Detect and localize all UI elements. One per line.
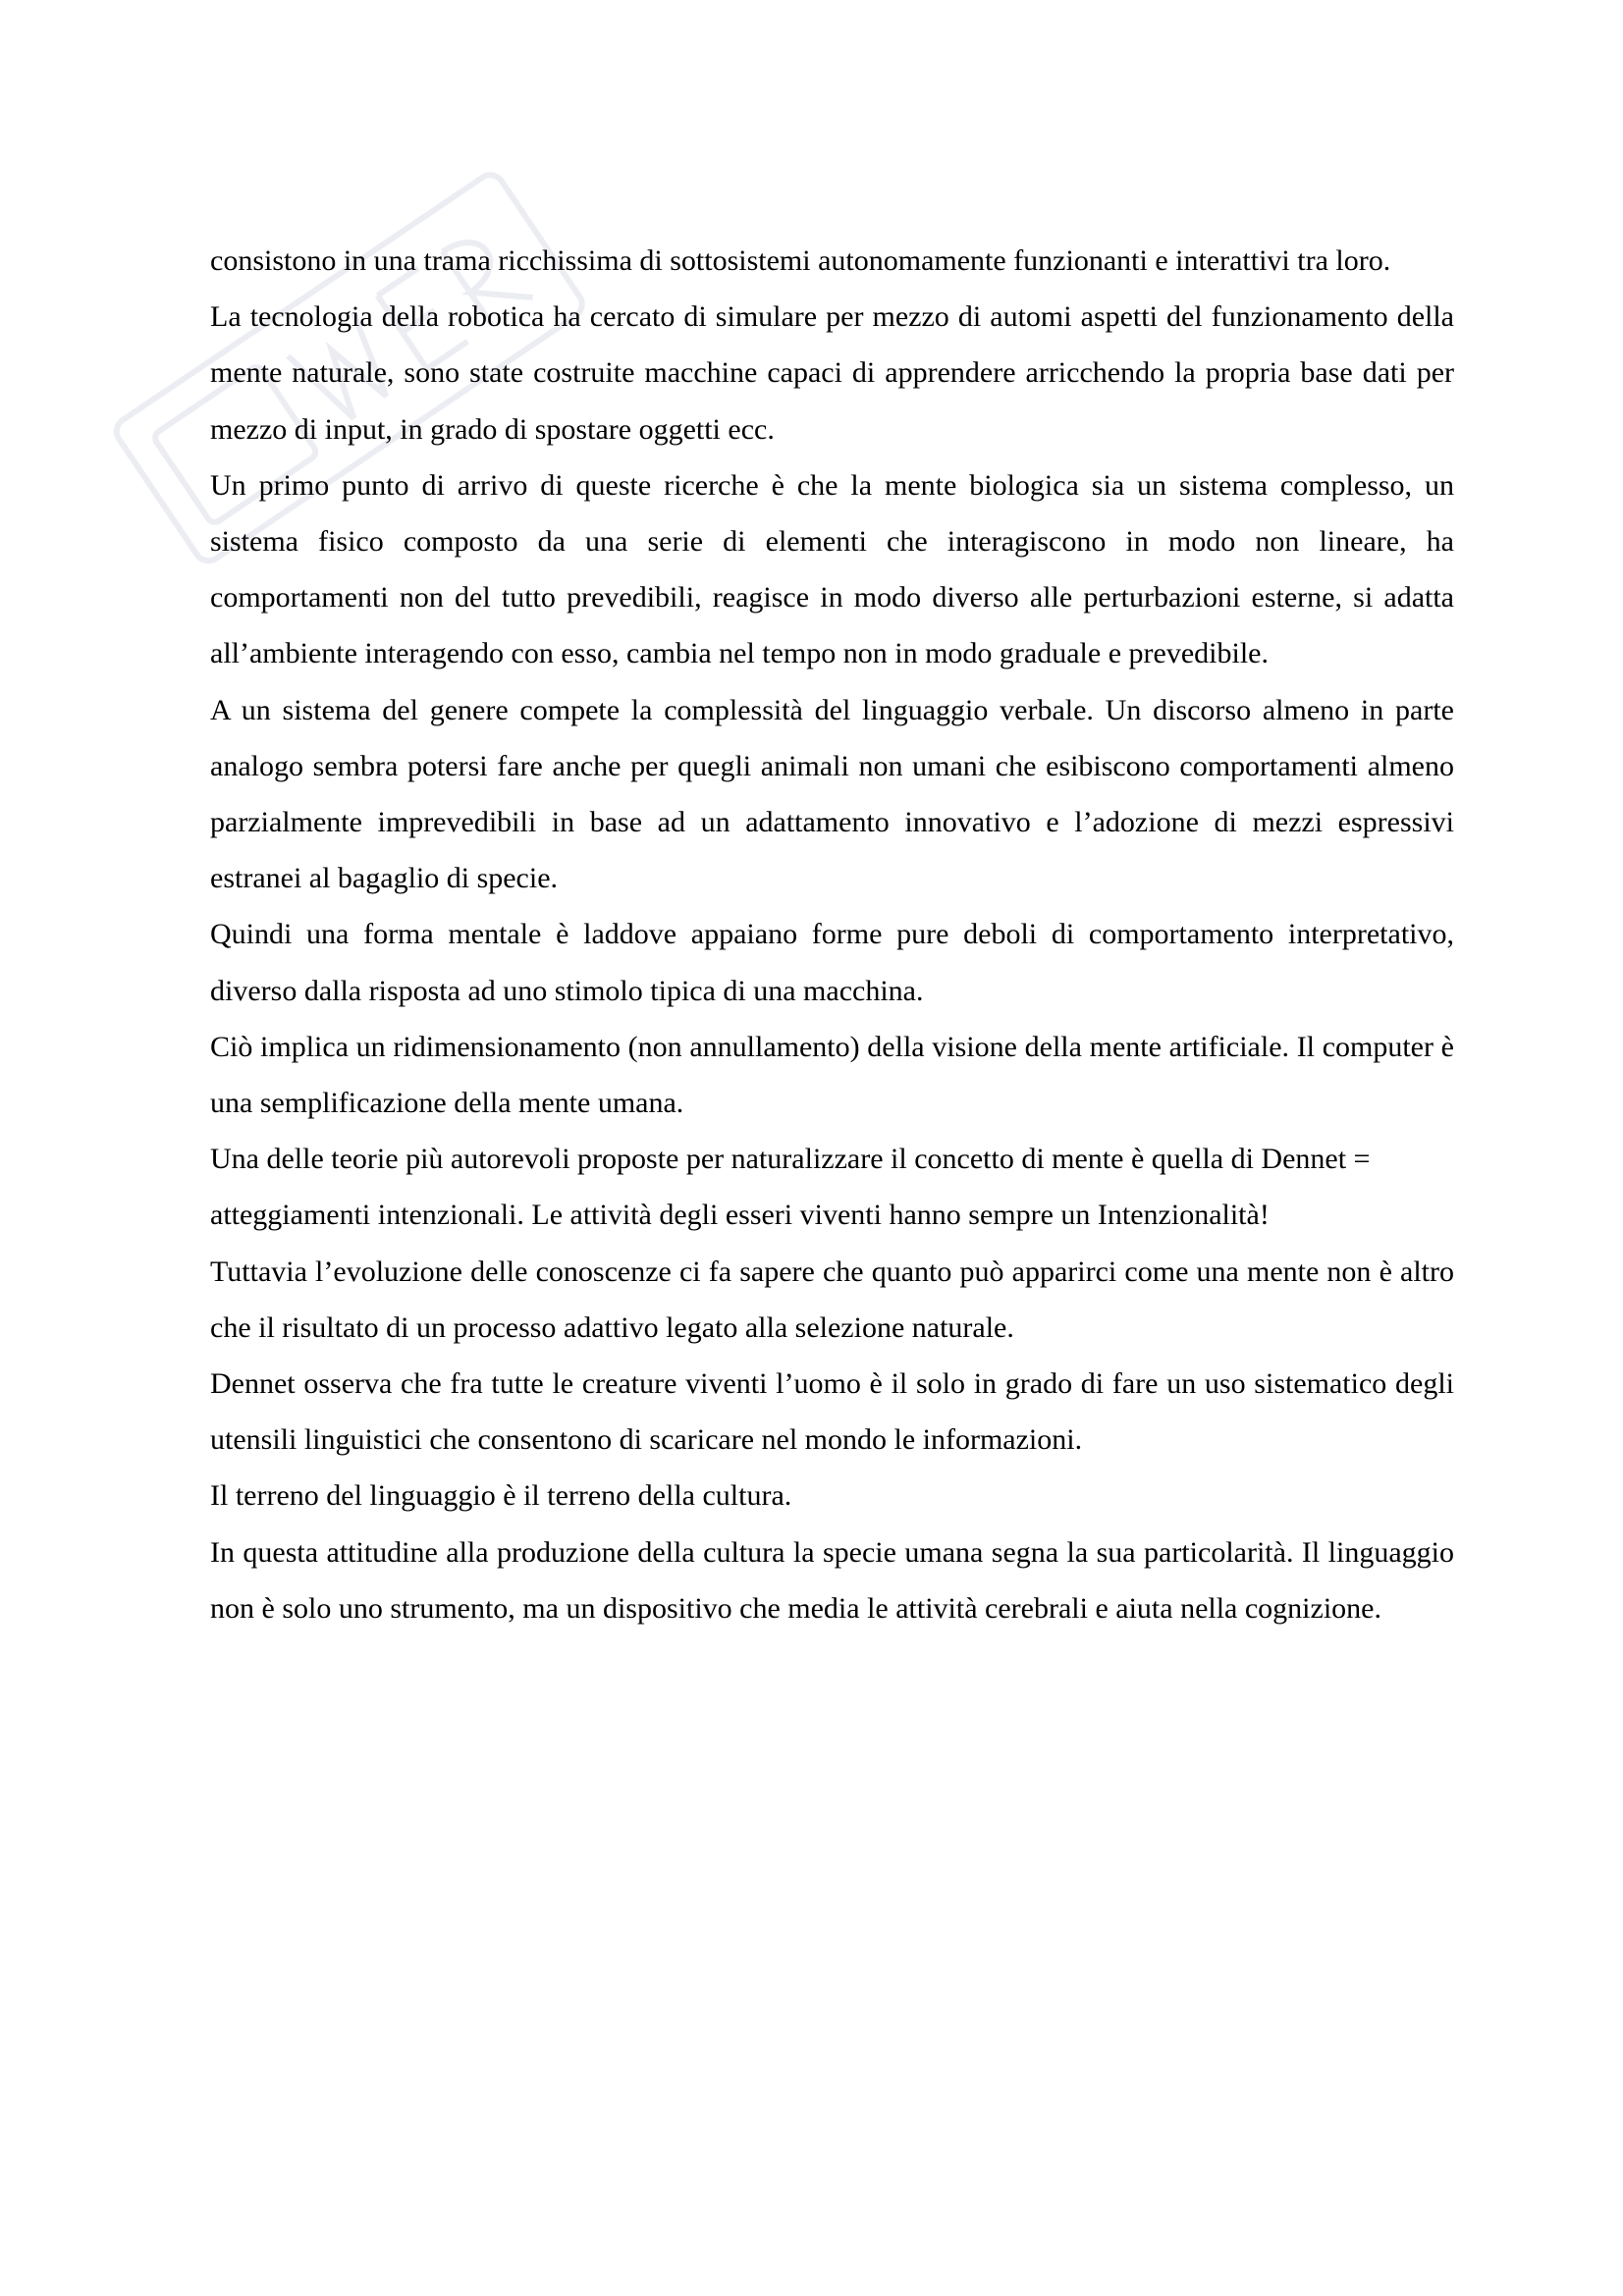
paragraph: atteggiamenti intenzionali. Le attività degli esseri viventi hanno sempre un Intenzionalità! xyxy=(210,1199,1270,1232)
paragraph: A un sistema del genere compete la complessità del linguaggio verbale. Un discorso almeno in parte analogo sembra potersi fare anche per quegli animali non umani che esibiscono comportamenti almeno parzialmente imprevedibili in base ad un adattamento innovativo e l’adozione di mezzi espressivi estranei al bagaglio di specie. xyxy=(210,693,1454,895)
paragraph: In questa attitudine alla produzione della cultura la specie umana segna la sua particolarità. Il linguaggio non è solo uno strumento, ma un dispositivo che media le attività cerebrali e aiuta nella cognizione. xyxy=(210,1535,1454,1625)
paragraph: Ciò implica un ridimensionamento (non annullamento) della visione della mente artificiale. Il computer è una semplificazione della mente umana. xyxy=(210,1030,1454,1120)
paragraph: Il terreno del linguaggio è il terreno della cultura. xyxy=(210,1479,792,1513)
paragraph: Tuttavia l’evoluzione delle conoscenze ci fa sapere che quanto può apparirci come una mente non è altro che il risultato di un processo adattivo legato alla selezione naturale. xyxy=(210,1255,1454,1344)
paragraph: Dennet osserva che fra tutte le creature viventi l’uomo è il solo in grado di fare un uso sistematico degli utensili linguistici che consentono di scaricare nel mondo le informazioni. xyxy=(210,1367,1454,1457)
paragraph: La tecnologia della robotica ha cercato di simulare per mezzo di automi aspetti del funzionamento della mente naturale, sono state costruite macchine capaci di apprendere arricchendo la propria base dati per mezzo di input, in grado di spostare oggetti ecc. xyxy=(210,300,1454,446)
paragraph: consistono in una trama ricchissima di sottosistemi autonomamente funzionanti e interattivi tra loro. xyxy=(210,244,1391,277)
paragraph: Quindi una forma mentale è laddove appaiano forme pure deboli di comportamento interpretativo, diverso dalla risposta ad uno stimolo tipica di una macchina. xyxy=(210,918,1454,1007)
paragraph: Un primo punto di arrivo di queste ricerche è che la mente biologica sia un sistema complesso, un sistema fisico composto da una serie di elementi che interagiscono in modo non lineare, ha comportamenti non del tutto prevedibili, reagisce in modo diverso alle perturbazioni esterne, si adatta all’ambiente interagendo con esso, cambia nel tempo non in modo graduale e prevedibile. xyxy=(210,468,1454,670)
document-body xyxy=(210,233,1454,1636)
paragraph: Una delle teorie più autorevoli proposte per naturalizzare il concetto di mente è quella di Dennet = xyxy=(210,1143,1371,1176)
